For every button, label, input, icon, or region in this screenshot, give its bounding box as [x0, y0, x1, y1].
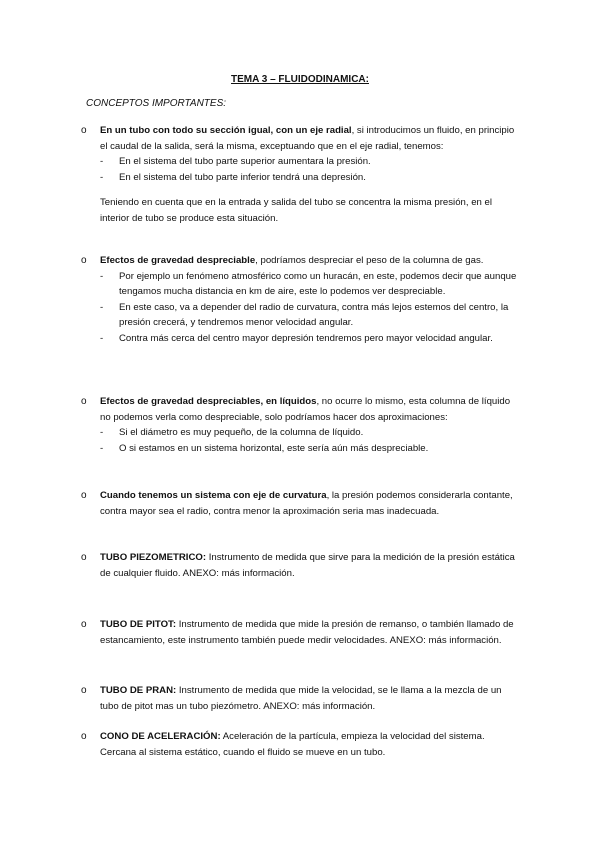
bullet-icon: o: [81, 685, 87, 696]
item-lead: TUBO PIEZOMETRICO:: [100, 552, 207, 563]
dash-item: - En el sistema del tubo parte inferior tendrá una depresión.: [100, 170, 520, 186]
list-item: [81, 394, 520, 456]
dash-item: - Si el diámetro es muy pequeño, de la columna de líquido.: [100, 425, 520, 441]
item-note: Teniendo en cuenta que en la entrada y salida del tubo se concentra la misma presión, en el interior de tubo se produce esta situación.: [100, 197, 492, 224]
bullet-icon: o: [81, 731, 87, 742]
dash-item: - Por ejemplo un fenómeno atmosférico como un huracán, en este, podemos decir que aunque tengamos mucha distancia en km de aire, este lo podemos ver despreciable.: [100, 269, 520, 300]
dash-item: - O si estamos en un sistema horizontal, este sería aún más despreciable.: [100, 441, 520, 457]
item-paragraph: [100, 488, 520, 519]
item-text: , podríamos despreciar el peso de la columna de gas.: [255, 255, 484, 266]
item-text: , si introducimos un fluido, en principio el caudal de la salida, será la misma, exceptuando que en el eje radial, tenemos:: [100, 125, 515, 152]
item-lead: Efectos de gravedad despreciable: [100, 255, 256, 266]
item-paragraph: [100, 253, 520, 269]
item-paragraph: [100, 123, 520, 154]
bullet-icon: o: [81, 255, 87, 266]
item-lead: TUBO DE PRAN:: [100, 685, 177, 696]
page-title: TEMA 3 – FLUIDODINAMICA:: [231, 74, 369, 85]
dash-item: - En el sistema del tubo parte superior aumentara la presión.: [100, 154, 520, 170]
item-text: , la presión podemos considerarla contante, contra mayor sea el radio, contra menor la aproximación seria mas inadecuada.: [100, 490, 513, 517]
list-item: [81, 729, 520, 760]
list-item: [81, 253, 520, 346]
item-text: Instrumento de medida que sirve para la medición de la presión estática de cualquier fluido. ANEXO: más información.: [100, 552, 515, 579]
item-paragraph: [100, 550, 520, 581]
bullet-icon: o: [81, 619, 87, 630]
bullet-icon: o: [81, 490, 87, 501]
item-lead: CONO DE ACELERACIÓN:: [100, 731, 221, 742]
list-item: [81, 617, 520, 648]
item-text: Instrumento de medida que mide la velocidad, se le llama a la mezcla de un tubo de pitot mas un tubo piezómetro. ANEXO: más información.: [100, 685, 502, 712]
item-paragraph: [100, 683, 520, 714]
item-text: , no ocurre lo mismo, esta columna de líquido no podemos verla como despreciable, solo podríamos hacer dos aproximaciones:: [100, 396, 511, 423]
item-paragraph: [100, 729, 520, 760]
item-text: Instrumento de medida que mide la presión de remanso, o también llamado de estancamiento, este instrumento también puede medir velocidades. ANEXO: más información.: [100, 619, 514, 646]
bullet-icon: o: [81, 125, 87, 136]
list-item: [81, 123, 520, 226]
item-lead: Efectos de gravedad despreciables, en líquidos: [100, 396, 317, 407]
list-item: [81, 488, 520, 519]
item-paragraph: [100, 617, 520, 648]
item-paragraph: [100, 394, 520, 425]
item-lead: En un tubo con todo su sección igual, con un eje radial: [100, 125, 352, 136]
item-lead: TUBO DE PITOT:: [100, 619, 177, 630]
bullet-icon: o: [81, 396, 87, 407]
dash-item: - En este caso, va a depender del radio de curvatura, contra más lejos estemos del centro, la presión crecerá, y tendremos menor velocidad angular.: [100, 300, 520, 331]
bullet-icon: o: [81, 552, 87, 563]
dash-item: - Contra más cerca del centro mayor depresión tendremos pero mayor velocidad angular.: [100, 331, 520, 347]
list-item: [81, 683, 520, 714]
item-lead: Cuando tenemos un sistema con eje de curvatura: [100, 490, 327, 501]
list-item: [81, 550, 520, 581]
item-text: Aceleración de la partícula, empieza la velocidad del sistema. Cercana al sistema estático, cuando el fluido se mueve en un tubo.: [100, 731, 485, 758]
section-subtitle: CONCEPTOS IMPORTANTES:: [86, 98, 227, 109]
